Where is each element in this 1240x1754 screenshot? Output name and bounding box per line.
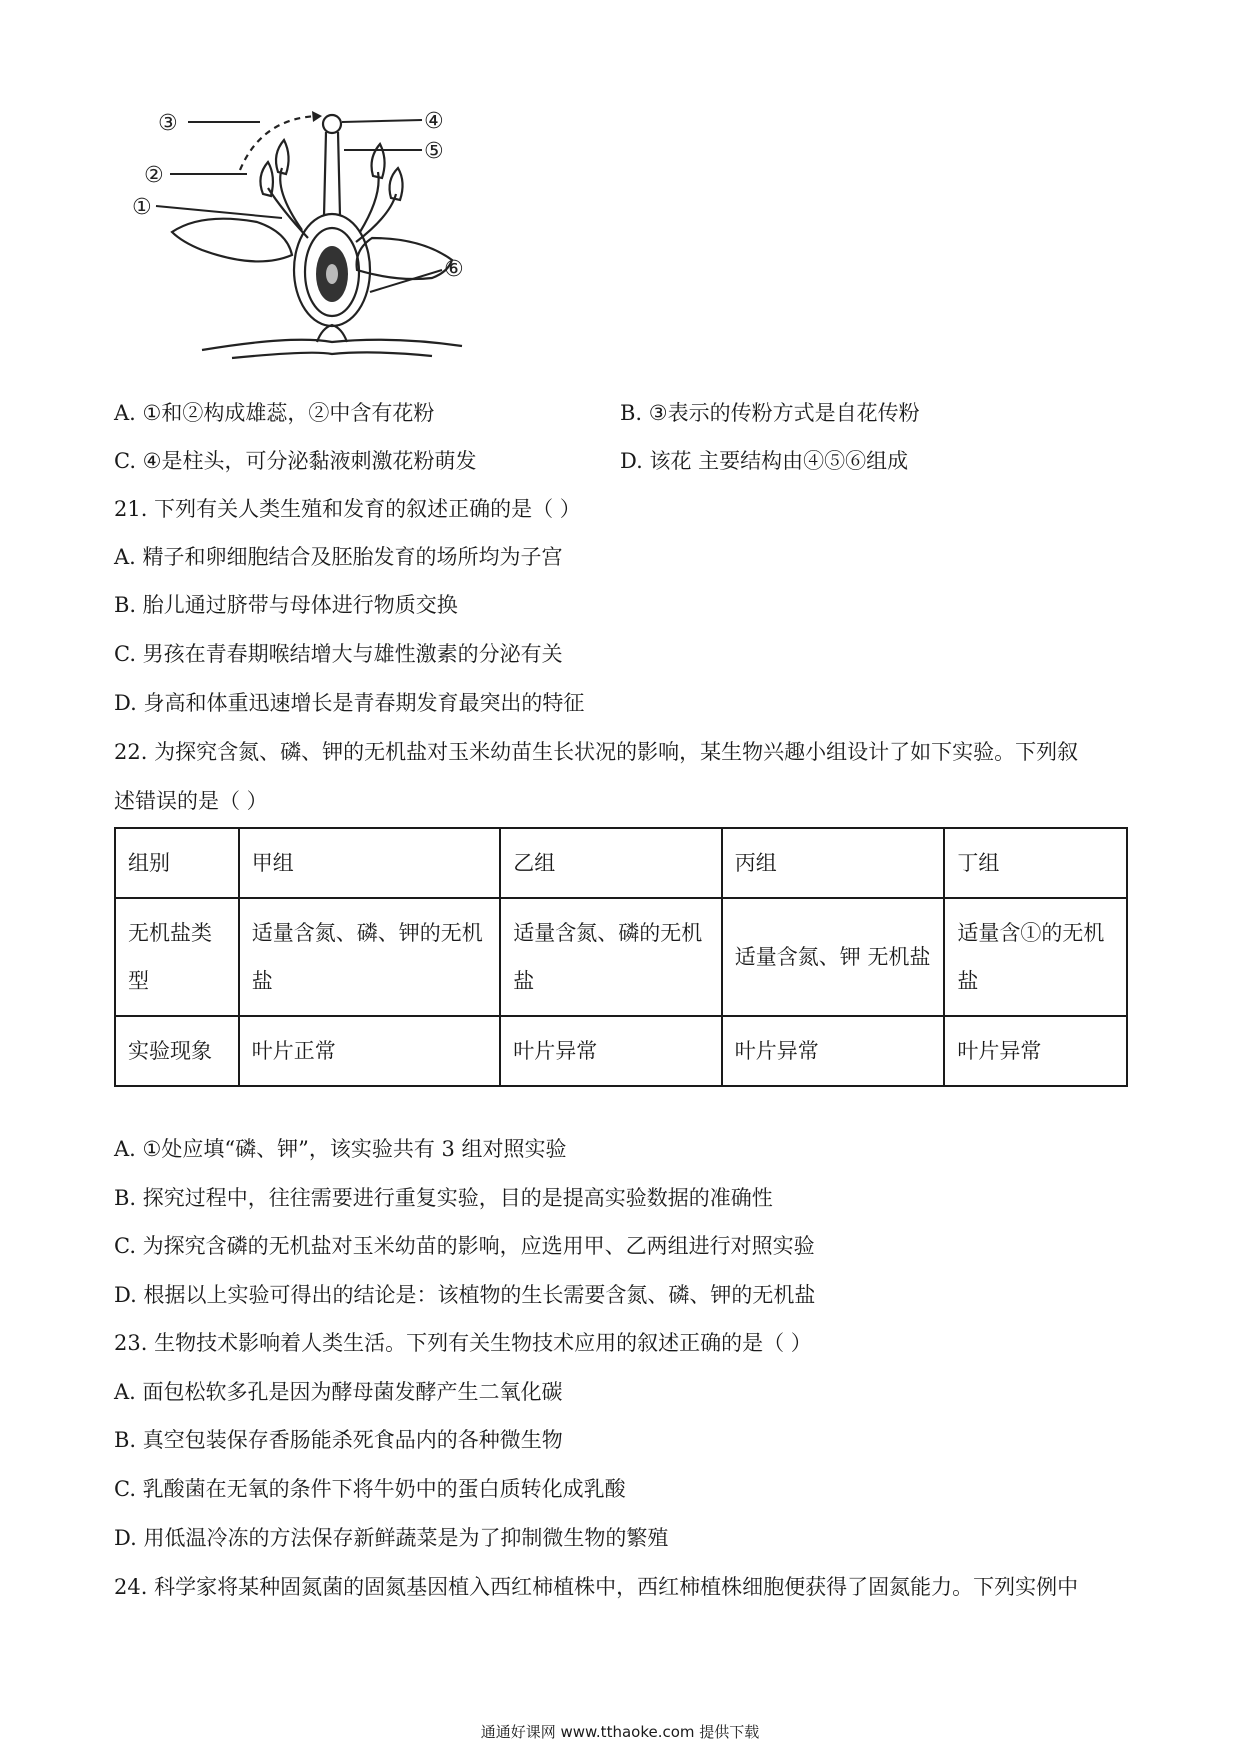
- table-cell: 组别: [115, 828, 239, 898]
- table-cell: 乙组: [500, 828, 722, 898]
- table-cell: 丙组: [722, 828, 945, 898]
- table-cell: 叶片异常: [944, 1016, 1127, 1086]
- q23-option-c: C. 乳酸菌在无氧的条件下将牛奶中的蛋白质转化成乳酸: [114, 1477, 626, 1501]
- table-cell: 叶片正常: [239, 1016, 500, 1086]
- table-cell: 甲组: [239, 828, 500, 898]
- label-6: ⑥: [444, 257, 464, 282]
- label-5: ⑤: [424, 139, 444, 164]
- q21-option-d: D. 身高和体重迅速增长是青春期发育最突出的特征: [114, 691, 585, 715]
- q20-option-d: D. 该花 主要结构由④⑤⑥组成: [620, 449, 909, 473]
- table-cell: 叶片异常: [500, 1016, 722, 1086]
- q21-stem: 21. 下列有关人类生殖和发育的叙述正确的是（ ）: [114, 497, 581, 521]
- q22-option-a: A. ①处应填“磷、钾”，该实验共有 3 组对照实验: [114, 1137, 567, 1161]
- q23-option-a: A. 面包松软多孔是因为酵母菌发酵产生二氧化碳: [114, 1380, 563, 1404]
- table-cell: 实验现象: [115, 1016, 239, 1086]
- label-4: ④: [424, 110, 444, 134]
- q23-option-d: D. 用低温冷冻的方法保存新鲜蔬菜是为了抑制微生物的繁殖: [114, 1526, 669, 1550]
- q21-option-c: C. 男孩在青春期喉结增大与雄性激素的分泌有关: [114, 642, 563, 666]
- label-1: ①: [132, 195, 152, 220]
- q20-option-c: C. ④是柱头，可分泌黏液刺激花粉萌发: [114, 449, 477, 473]
- table-cell: 适量含氮、磷的无机盐: [500, 898, 722, 1016]
- q23-option-b: B. 真空包装保存香肠能杀死食品内的各种微生物: [114, 1428, 563, 1452]
- table-cell: 无机盐类型: [115, 898, 239, 1016]
- q23-stem: 23. 生物技术影响着人类生活。下列有关生物技术应用的叙述正确的是（ ）: [114, 1331, 812, 1355]
- table-cell: 叶片异常: [722, 1016, 945, 1086]
- table-row: [115, 1016, 1127, 1086]
- table-cell: 适量含氮、磷、钾的无机盐: [239, 898, 500, 1016]
- q21-option-a: A. 精子和卵细胞结合及胚胎发育的场所均为子宫: [114, 545, 563, 569]
- q24-stem: 24. 科学家将某种固氮菌的固氮基因植入西红柿植株中，西红柿植株细胞便获得了固氮能力。下列实例中: [114, 1575, 1079, 1599]
- q20-option-b: B. ③表示的传粉方式是自花传粉: [620, 401, 920, 425]
- q21-option-b: B. 胎儿通过脐带与母体进行物质交换: [114, 593, 458, 617]
- table-row: [115, 828, 1127, 898]
- table-row: [115, 898, 1127, 1016]
- q22-option-b: B. 探究过程中，往往需要进行重复实验，目的是提高实验数据的准确性: [114, 1186, 773, 1210]
- table-cell: 适量含①的无机盐: [944, 898, 1127, 1016]
- flower-structure-diagram: [132, 110, 512, 370]
- page-footer: 通通好课网 www.tthaoke.com 提供下载: [480, 1723, 760, 1741]
- q22-stem-line1: 22. 为探究含氮、磷、钾的无机盐对玉米幼苗生长状况的影响，某生物兴趣小组设计了如下实验。下列叙: [114, 740, 1079, 764]
- table-cell: 丁组: [944, 828, 1127, 898]
- q22-stem-line2: 述错误的是（ ）: [114, 789, 268, 813]
- table-cell: 适量含氮、钾 无机盐: [722, 898, 945, 1016]
- q22-option-c: C. 为探究含磷的无机盐对玉米幼苗的影响，应选用甲、乙两组进行对照实验: [114, 1234, 815, 1258]
- experiment-table: [114, 827, 1128, 1087]
- q20-option-a: A. ①和②构成雄蕊，②中含有花粉: [114, 401, 435, 425]
- label-3: ③: [158, 111, 178, 136]
- label-2: ②: [144, 163, 164, 188]
- q22-option-d: D. 根据以上实验可得出的结论是：该植物的生长需要含氮、磷、钾的无机盐: [114, 1283, 816, 1307]
